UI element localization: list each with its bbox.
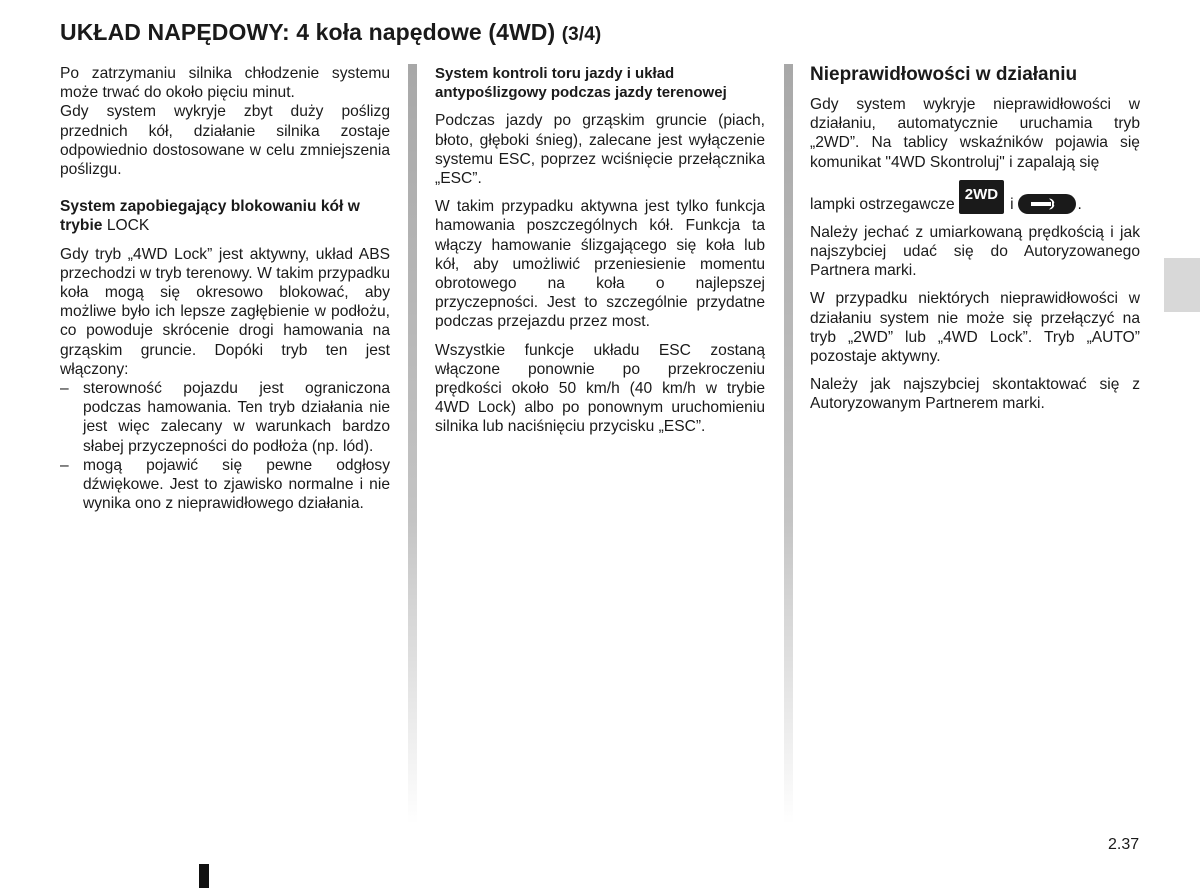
wrench-icon	[1018, 194, 1076, 214]
column-divider-right	[784, 64, 793, 824]
bullet-list	[60, 379, 390, 513]
title-main: UKŁAD NAPĘDOWY: 4 koła napędowe (4WD)	[60, 19, 556, 45]
list-item: – sterowność pojazdu jest ograniczona podczas hamowania. Ten tryb działania nie jest więc zalecany w warunkach bardzo słabej przyczepności do podłoża (np. lód).	[60, 379, 390, 456]
subheading-esc: System kontroli toru jazdy i układ antypoślizgowy podczas jazdy terenowej	[435, 65, 727, 102]
paragraph-drive-moderately: Należy jechać z umiarkowaną prędkością i jak najszybciej udać się do Autoryzowanego Partnera marki.	[810, 223, 1140, 280]
section-tab	[1164, 258, 1200, 312]
paragraph-contact-partner: Należy jak najszybciej skontaktować się z Autoryzowanym Partnerem marki.	[810, 376, 1140, 413]
paragraph-cannot-switch: W przypadku niektórych nieprawidłowości w działaniu system nie może się przełączyć na tryb „2WD” lub „4WD Lock”. Tryb „AUTO” pozostaje aktywny.	[810, 290, 1140, 366]
column-middle	[435, 64, 765, 446]
warning-lamps-line	[810, 180, 1140, 214]
column-divider-left	[408, 64, 417, 824]
list-item: – mogą pojawić się pewne odgłosy dźwiękowe. Jest to zjawisko normalne i nie wynika ono z nieprawidłowego działania.	[60, 456, 390, 514]
sentence-end: .	[1077, 195, 1082, 213]
paragraph-cooling: Po zatrzymaniu silnika chłodzenie systemu może trwać do około pięciu minut.	[60, 65, 390, 102]
page-marker	[199, 864, 209, 888]
2wd-indicator-icon: 2WD	[959, 180, 1004, 214]
paragraph-fault-detect: Gdy system wykryje nieprawidłowości w działaniu, automatycznie uruchamia tryb „2WD”. Na tablicy wskaźników pojawia się komunikat "4WD Skontroluj" i zapalają się	[810, 96, 1140, 171]
warning-lamps-label: lampki ostrzegawcze	[810, 195, 955, 213]
paragraph-esc-reactivation: Wszystkie funkcje układu ESC zostaną włączone ponownie po przekroczeniu prędkości około 50 km/h (40 km/h w trybie 4WD Lock) albo po ponownym uruchomieniu silnika lub naciśnięciu przycisku „ESC”.	[435, 341, 765, 436]
title-part: (3/4)	[561, 24, 602, 45]
paragraph-esc-off: Podczas jazdy po grząskim gruncie (piach, błoto, głęboki śnieg), zalecane jest wyłączenie systemu ESC, poprzez wciśnięcie przełącznika „ESC”.	[435, 112, 765, 188]
paragraph-wheel-slip: Gdy system wykryje zbyt duży poślizg przednich kół, działanie silnika zostaje odpowiednio dostosowane w celu zmniejszenia poślizgu.	[60, 103, 390, 179]
page-title	[60, 19, 601, 46]
subheading-lock-mode: LOCK	[106, 217, 150, 235]
subheading-lock	[60, 197, 390, 235]
paragraph-wheel-braking: W takim przypadku aktywna jest tylko funkcja hamowania poszczególnych kół. Funkcja ta włączy hamowanie ślizgającego się koła lub kół, aby umożliwić przeniesienie momentu obrotowego na koła o najlepszej przyczepności. Jest to szczególnie przydatne podczas przejazdu przez most.	[435, 198, 765, 331]
column-left	[60, 64, 390, 513]
page-number: 2.37	[1108, 836, 1140, 853]
conjunction: i	[1010, 195, 1014, 213]
column-right	[810, 63, 1140, 423]
subheading-lock-bold: System zapobiegający blokowaniu kół w trybie	[60, 198, 360, 235]
paragraph-4wd-lock: Gdy tryb „4WD Lock” jest aktywny, układ ABS przechodzi w tryb terenowy. W takim przypadku koła mogą się okresowo blokować, aby możliwe było ich lepsze zagłębienie w podłożu, co powoduje skrócenie drogi hamowania na grząskim gruncie. Dopóki tryb ten jest włączony:	[60, 245, 390, 378]
section-heading-faults: Nieprawidłowości w działaniu	[810, 64, 1078, 85]
